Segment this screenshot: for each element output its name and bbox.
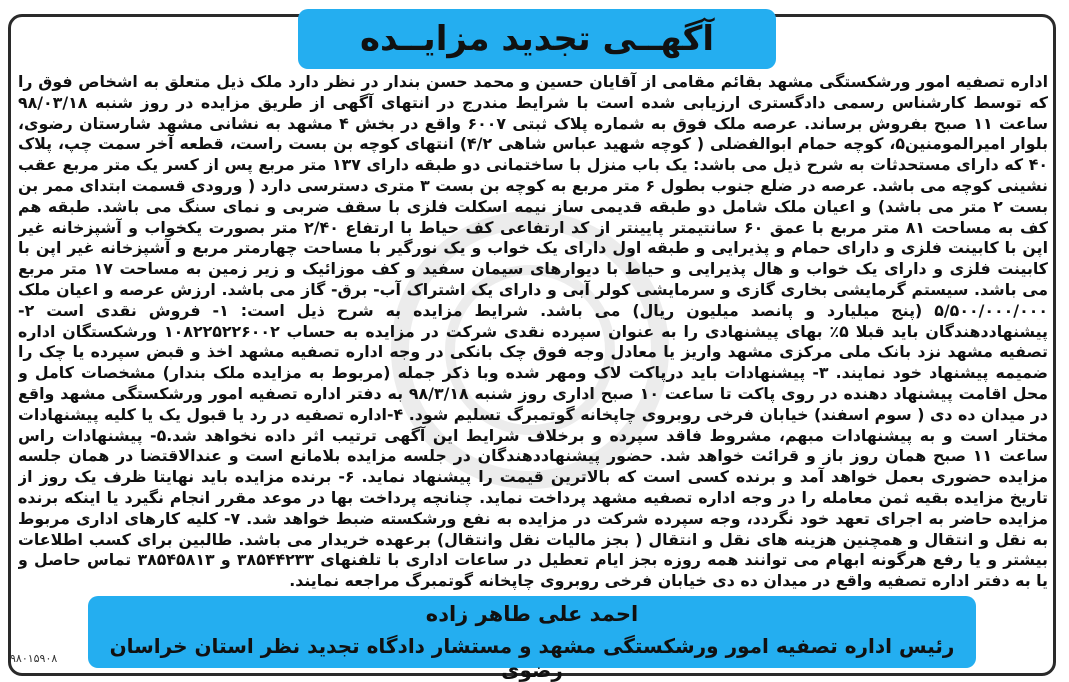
reference-code: ۹۸۰۱۵۹۰۸ (10, 652, 58, 665)
signature-box (88, 596, 976, 682)
signatory-position: رئیس اداره تصفیه امور ورشکستگی مشهد و مستشار دادگاه تجدید نظر استان خراسان رضوی (109, 634, 955, 682)
notice-body: اداره تصفیه امور ورشکستگی مشهد بقائم مقامی از آقایان حسین و محمد حسن بندار در نظر دارد ملک ذیل متعلق به اشخاص فوق را که توسط کارشناس رسمی دادگستری ارزیابی شده است با شرایط مندرج در انتهای آگهی از طریق مزایده در روز شنبه ۹۸/۰۳/۱۸ ساعت ۱۱ صبح بفروش برساند. عرصه ملک فوق به شماره پلاک ثبتی ۶۰۰۷ واقع در بخش ۴ مشهد به نشانی مشهد شارستان رضوی، بلوار امیرالمومنین۵، کوچه حمام ابوالفضلی ( کوچه شهید عباس شاهی ۴/۲) انتهای کوچه بن بست راست، قطعه آخر سمت چپ، پلاک ۴۰ که دارای مستحدثات به شرح ذیل می باشد: یک باب منزل با ساختمانی دو طبقه دارای ۱۳۷ متر مربع پس از کسر یک متر مربع عقب نشینی کوچه می باشد. عرصه در ضلع جنوب بطول ۶ متر مربع به کوچه بن بست ۳ متری دسترسی دارد ( ورودی قسمت ابتدای ممر بن بست ۲ متر می باشد) و اعیان ملک شامل دو طبقه قدیمی ساز نیمه اسکلت فلزی با سقف ضربی و نمای سنگ می باشد. طبقه هم کف به مساحت ۸۱ متر مربع با عمق ۶۰ سانتیمتر پایینتر از کد ارتفاعی کف حیاط با ارتفاع ۲/۴۰ متر بصورت یکخواب و آشپزخانه غیر اپن با کابینت فلزی و دارای حمام و پذیرایی و طبقه اول دارای یک خواب و یک نورگیر با مساحت چهارمتر مربع و آشپزخانه غیر اپن با کابینت فلزی و دارای یک خواب و هال پذیرایی و حیاط با دیوارهای سیمان سفید و کف موزائیک و زیر زمین به مساحت ۱۷ متر مربع می باشد. سیستم گرمایشی بخاری گازی و سرمایشی کولر آبی و دارای یک اشتراک آب- برق- گاز می باشد. ارزش عرصه و اعیان ملک ۵/۵۰۰/۰۰۰/۰۰۰ (پنج میلیارد و پانصد میلیون ریال) می باشد. شرایط مزایده به شرح ذیل است: ۱- فروش نقدی است ۲- پیشنهاددهندگان باید قبلا ۵٪ بهای پیشنهادی را به عنوان سپرده نقدی شرکت در مزایده به حساب ۱۰۸۲۲۵۲۲۶۰۰۲ ورشکستگان اداره تصفیه مشهد نزد بانک ملی مرکزی مشهد واریز یا معادل وجه فوق چک بانکی در وجه اداره تصفیه مشهد اخذ و قبض سپرده یا چک را ضمیمه پیشنهاد خود نمایند. ۳- پیشنهادات باید درپاکت لاک ومهر شده وبا ذکر جمله (مربوط به مزایده ملک بندار) مشخصات کامل و محل اقامت پیشنهاد دهنده در روی پاکت تا ساعت ۱۰ صبح اداری روز شنبه ۹۸/۳/۱۸ به دفتر اداره تصفیه امور ورشکستگی مشهد واقع در میدان ده دی ( سوم اسفند) خیابان فرخی روبروی چاپخانه گوتمبرگ تسلیم شود. ۴-اداره تصفیه در رد یا قبول یک یا کلیه پیشنهادات مختار است و به پیشنهادات مبهم، مشروط فاقد سپرده و برخلاف شرایط این آگهی ترتیب اثر داده نخواهد شد.۵- پیشنهادات راس ساعت ۱۱ صبح همان روز باز و قرائت خواهد شد. حضور پیشنهاددهندگان در جلسه مزایده بلامانع است و عندالاقتضا در همان جلسه مزایده حضوری بعمل خواهد آمد و برنده کسی است که بالاترین قیمت را پیشنهاد نماید. ۶- برنده مزایده باید نهایتا ظرف یک روز از تاریخ مزایده بقیه ثمن معامله را در وجه اداره تصفیه مشهد پرداخت نماید. چنانچه پرداخت بها در موعد مقرر انجام نگیرد یا اینکه برنده مزایده حاضر به اجرای تعهد خود نگردد، وجه سپرده شرکت در مزایده به نفع ورشکسته ضبط خواهد شد. ۷- کلیه کارهای اداری مربوط به نقل و انتقال و همچنین هزینه های نقل و انتقال ( بجز مالیات نقل وانتقال) برعهده خریدار می باشد. طالبین برای کسب اطلاعات بیشتر و یا رفع هرگونه ابهام می توانند همه روزه بجز ایام تعطیل در ساعات اداری با تلفنهای ۳۸۵۴۴۲۳۳ و ۳۸۵۴۵۸۱۳ تماس حاصل و یا به دفتر اداره تصفیه واقع در میدان ده دی خیابان فرخی روبروی چاپخانه گوتمبرگ مراجعه نمایند. (18, 72, 1048, 591)
signatory-name: احمد علی طاهر زاده (425, 602, 639, 626)
notice-title: آگهــی تجدید مزایــده (298, 9, 776, 69)
